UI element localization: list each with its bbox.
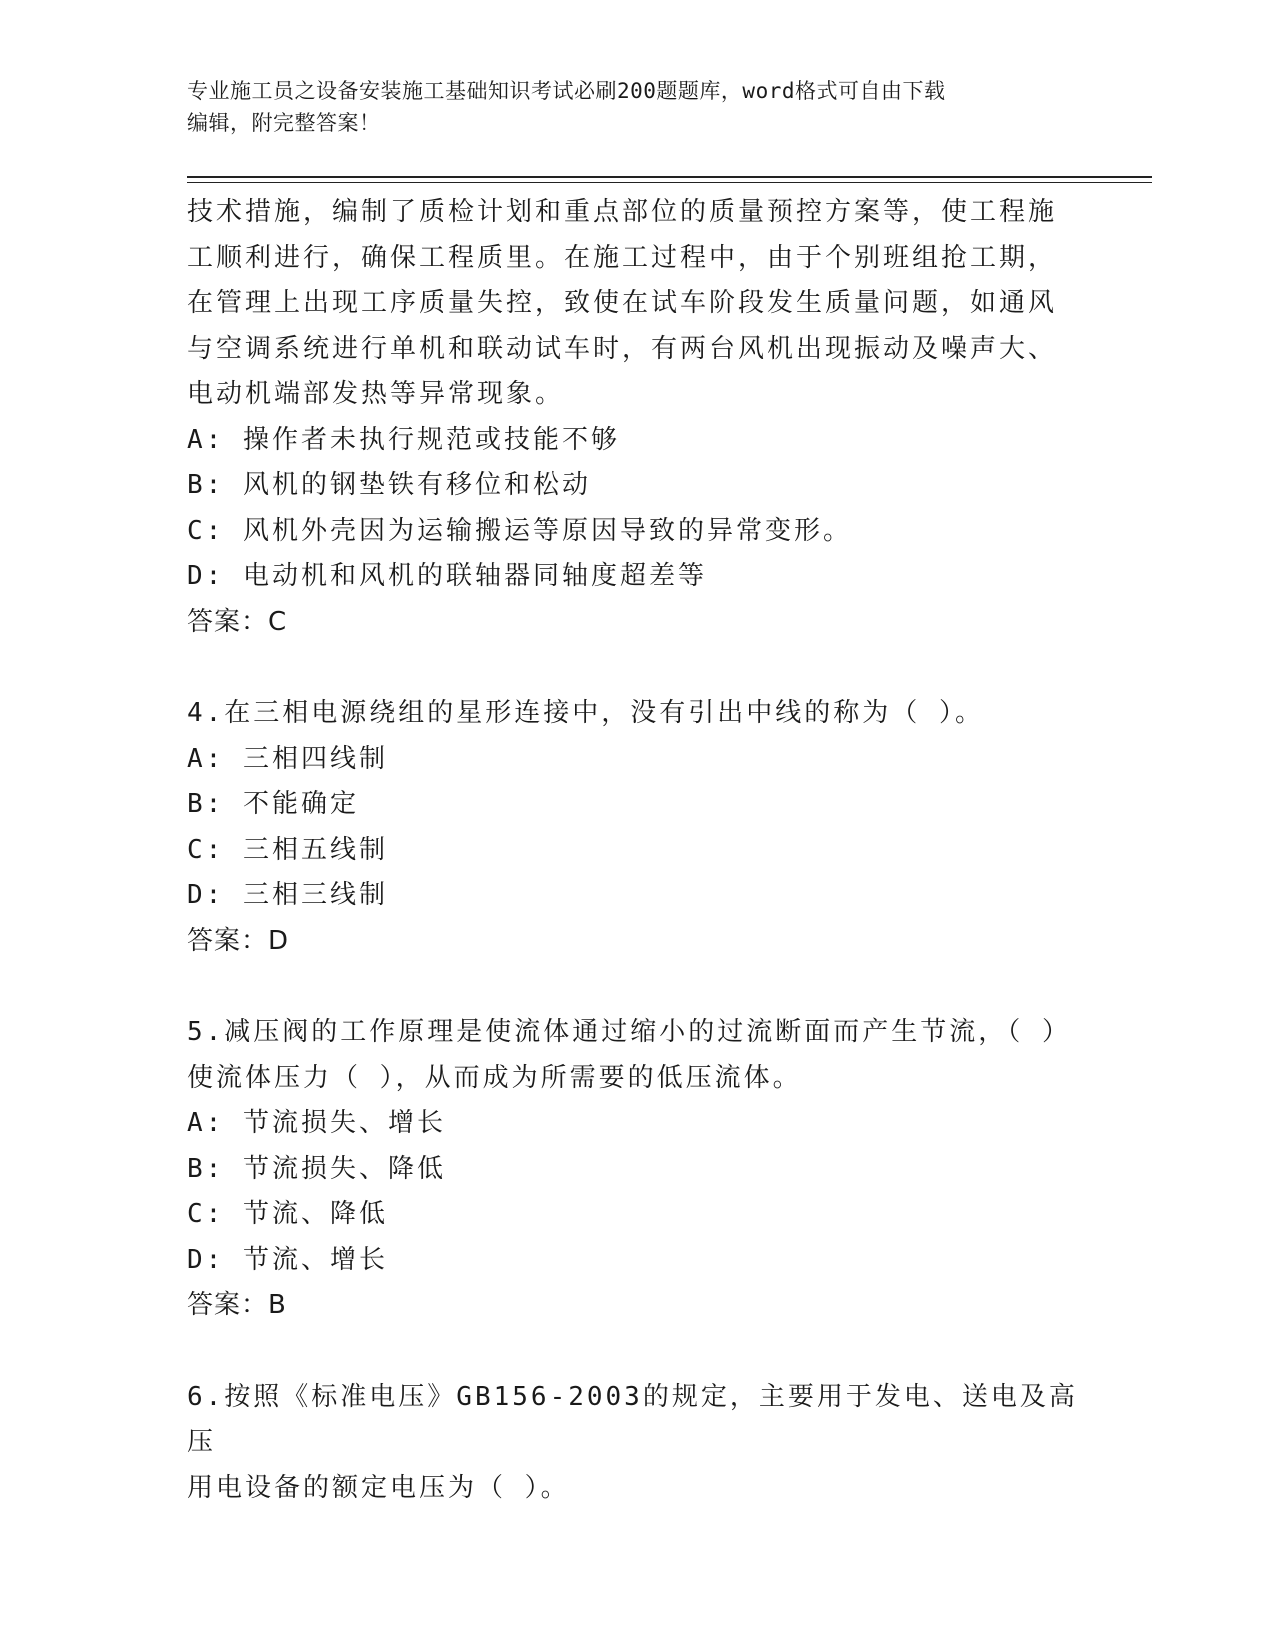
option-b: B: 风机的钢垫铁有移位和松动 — [187, 470, 591, 500]
header-divider-thick — [187, 176, 1152, 178]
question-text-line: 电动机端部发热等异常现象。 — [187, 379, 565, 409]
question-list — [187, 190, 1087, 1511]
question-spacer — [187, 1329, 1087, 1375]
question-spacer — [187, 964, 1087, 1010]
option-c: C: 节流、降低 — [187, 1199, 388, 1229]
question-text-line: 与空调系统进行单机和联动试车时，有两台风机出现振动及噪声大、 — [187, 333, 1058, 364]
question-spacer — [187, 645, 1087, 691]
option-d: D: 电动机和风机的联轴器同轴度超差等 — [187, 561, 707, 591]
option-b: B: 不能确定 — [187, 789, 359, 819]
option-a: A: 三相四线制 — [187, 743, 388, 774]
option-c: C: 三相五线制 — [187, 834, 388, 865]
question-block-6 — [187, 1375, 1087, 1512]
answer-line: 答案：B — [187, 1290, 287, 1320]
header-divider-thin — [187, 182, 1152, 183]
header-title-line-2: 编辑，附完整答案！ — [187, 111, 381, 135]
question-text-line: 5.减压阀的工作原理是使流体通过缩小的过流断面而产生节流，（ ） — [187, 1017, 1071, 1047]
question-text-line: 6.按照《标准电压》GB156-2003的规定，主要用于发电、送电及高压 — [187, 1381, 1078, 1457]
option-d: D: 节流、增长 — [187, 1244, 388, 1275]
option-d: D: 三相三线制 — [187, 880, 388, 910]
question-block-3 — [187, 190, 1087, 645]
question-text-line: 使流体压力（ ），从而成为所需要的低压流体。 — [187, 1062, 802, 1093]
answer-line: 答案：D — [187, 925, 290, 956]
question-text-line: 用电设备的额定电压为（ ）。 — [187, 1472, 570, 1503]
question-block-5 — [187, 1010, 1087, 1329]
question-text-line: 工顺利进行，确保工程质里。在施工过程中，由于个别班组抢工期， — [187, 242, 1058, 273]
question-block-4 — [187, 691, 1087, 964]
question-text-line: 4.在三相电源绕组的星形连接中，没有引出中线的称为（ ）。 — [187, 698, 984, 728]
question-text-line: 技术措施，编制了质检计划和重点部位的质量预控方案等，使工程施 — [187, 197, 1058, 227]
document-header — [187, 75, 1067, 139]
option-b: B: 节流损失、降低 — [187, 1153, 446, 1184]
answer-line: 答案：C — [187, 606, 288, 637]
header-title-line-1: 专业施工员之设备安装施工基础知识考试必刷200题题库，word格式可自由下载 — [187, 79, 946, 103]
option-a: A: 操作者未执行规范或技能不够 — [187, 424, 620, 455]
option-c: C: 风机外壳因为运输搬运等原因导致的异常变形。 — [187, 515, 852, 546]
option-a: A: 节流损失、增长 — [187, 1108, 446, 1138]
question-text-line: 在管理上出现工序质量失控，致使在试车阶段发生质量问题，如通风 — [187, 288, 1058, 318]
